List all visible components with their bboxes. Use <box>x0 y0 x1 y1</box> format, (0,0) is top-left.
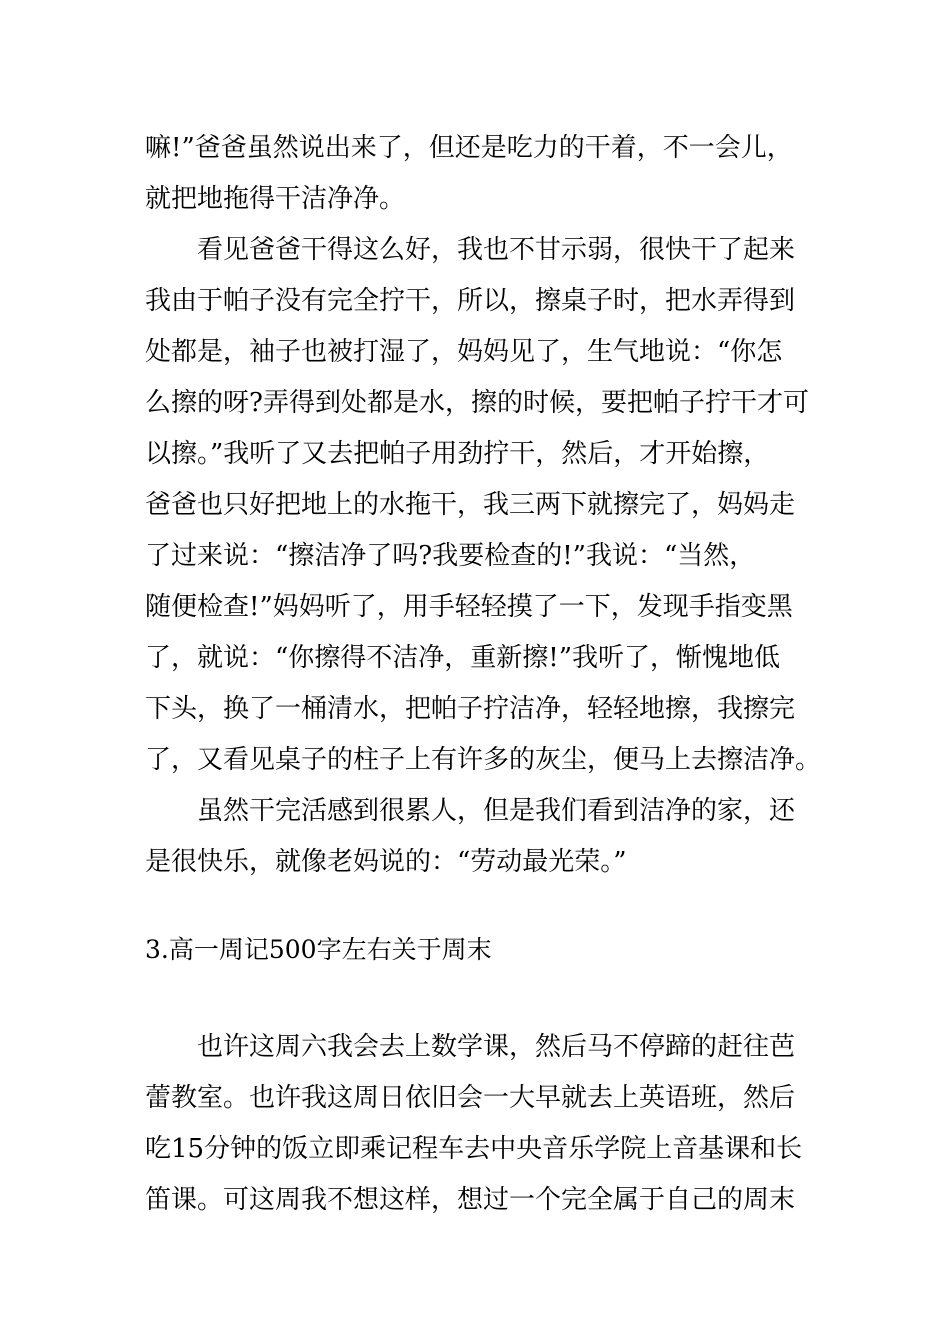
paragraph-2-line-8: 随便检查!”妈妈听了，用手轻轻摸了一下，发现手指变黑 <box>145 592 793 622</box>
paragraph-2-line-10: 下头，换了一桶清水，把帕子拧洁净，轻轻地擦，我擦完 <box>145 694 796 724</box>
paragraph-2-line-7: 了过来说：“擦洁净了吗?我要检查的!”我说：“当然， <box>145 541 756 571</box>
paragraph-2-line-9: 了，就说：“你擦得不洁净，重新擦!”我听了，惭愧地低 <box>145 643 781 673</box>
paragraph-1-line-1: 嘛!”爸爸虽然说出来了，但还是吃力的干着，不一会儿， <box>145 133 793 163</box>
paragraph-2-line-2: 我由于帕子没有完全拧干，所以，擦桌子时，把水弄得到 <box>145 286 796 316</box>
paragraph-2-line-5: 以擦。”我听了又去把帕子用劲拧干，然后，才开始擦， <box>145 439 770 469</box>
paragraph-1-line-2: 就把地拖得干洁净净。 <box>145 184 406 214</box>
paragraph-4-line-4: 笛课。可这周我不想这样，想过一个完全属于自己的周末 <box>145 1185 796 1215</box>
paragraph-3-line-2: 是很快乐，就像老妈说的：“劳动最光荣。” <box>145 847 627 877</box>
paragraph-4-line-2: 蕾教室。也许我这周日依旧会一大早就去上英语班，然后 <box>145 1083 796 1113</box>
paragraph-3-line-1: 虽然干完活感到很累人，但是我们看到洁净的家，还 <box>197 796 796 826</box>
paragraph-2-line-6: 爸爸也只好把地上的水拖干，我三两下就擦完了，妈妈走 <box>145 490 796 520</box>
paragraph-2-line-11: 了，又看见桌子的柱子上有许多的灰尘，便马上去擦洁净。 <box>145 745 822 775</box>
paragraph-2-line-1: 看见爸爸干得这么好，我也不甘示弱，很快干了起来 <box>197 235 796 265</box>
paragraph-2-line-3: 处都是，袖子也被打湿了，妈妈见了，生气地说：“你怎 <box>145 337 783 367</box>
paragraph-2-line-4: 么擦的呀?弄得到处都是水，擦的时候，要把帕子拧干才可 <box>145 388 809 418</box>
section-heading: 3.高一周记500字左右关于周末 <box>145 935 492 964</box>
paragraph-4-line-3: 吃15分钟的饭立即乘记程车去中央音乐学院上音基课和长 <box>145 1134 803 1164</box>
paragraph-4-line-1: 也许这周六我会去上数学课，然后马不停蹄的赶往芭 <box>197 1032 796 1062</box>
